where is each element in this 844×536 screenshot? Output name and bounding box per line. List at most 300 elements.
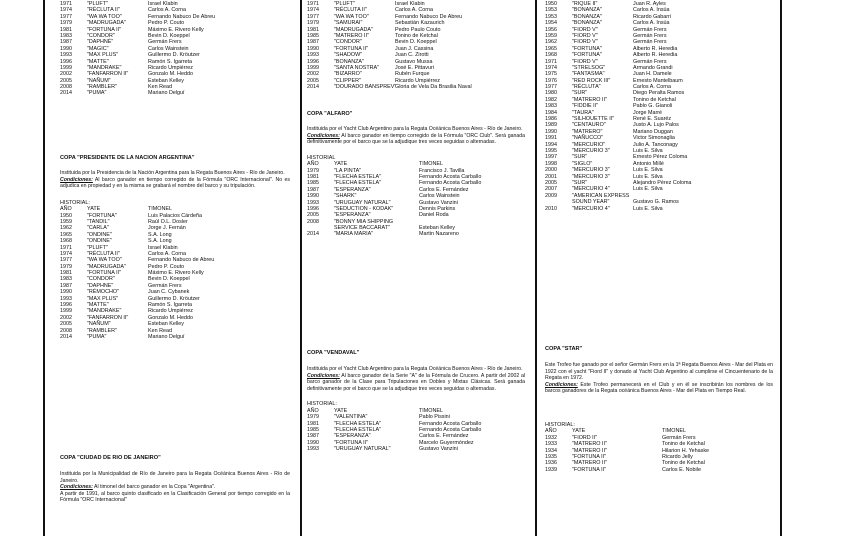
yacht-cell: "FORTUNA": [87, 212, 117, 219]
year-cell: 1999: [307, 64, 319, 71]
yacht-header: YATE: [572, 428, 586, 435]
helmsman-cell: Luis E. Silva: [633, 167, 663, 174]
yacht-cell: "FORTUNA II": [572, 466, 606, 473]
helmsman-cell: Fernando Acosta Carballo: [419, 173, 482, 180]
cup-intro: Instituida por la Municipalidad de Río de Janeiro para la Regata Océánica Buenos Aires - Río de Janeiro.: [60, 471, 290, 484]
yacht-cell: "URUGUAY NATURAL": [334, 199, 391, 206]
yacht-cell: "RED ROCK III": [572, 77, 611, 84]
yacht-cell: "WA WA TOO": [334, 13, 369, 20]
helmsman-cell: Juan R. Ayles: [633, 1, 666, 7]
cup-intro: Instituida por el Yacht Club Argentino para la Regata Océánica Buenos Aires - Río de Janeiro.: [307, 126, 523, 132]
yacht-cell: "FIORD V": [572, 32, 598, 39]
year-cell: 2000: [545, 167, 557, 174]
yacht-cell: "MATTE": [87, 58, 109, 65]
col3-top-list: [545, 1, 773, 212]
yacht-cell: "BONANZA": [572, 20, 602, 27]
helmsman-cell: Germán Frers: [662, 434, 696, 441]
year-cell: 1953: [545, 7, 557, 14]
year-cell: 1983: [60, 32, 72, 39]
helmsman-cell: Germán Frers: [633, 58, 667, 65]
helmsman-cell: Carlos Wainstein: [419, 193, 460, 200]
helmsman-cell: Luis E. Silva: [633, 186, 663, 193]
year-cell: 1956: [545, 26, 557, 33]
helmsman-cell: Alberto R. Heredia: [633, 45, 678, 52]
year-cell: 2005: [307, 77, 319, 84]
yacht-cell: SERVICE BACCARAT": [334, 225, 390, 232]
helmsman-cell: Germán Frers: [633, 26, 667, 33]
helmsman-cell: Sebastián Kazaurich: [395, 20, 445, 27]
helmsman-cell: Pedro P. Couto: [148, 20, 185, 27]
yacht-cell: "TANDIL": [87, 218, 110, 225]
year-cell: 1981: [60, 26, 72, 33]
yacht-cell: "MATRERO II": [572, 441, 607, 448]
yacht-cell: "BONANZA": [334, 58, 364, 65]
conditions-label: Condiciones:: [60, 484, 93, 491]
history-row: [307, 231, 525, 237]
helmsman-header: TIMONEL: [419, 161, 443, 168]
year-cell: 1974: [307, 7, 319, 14]
year-cell: 1990: [60, 45, 72, 52]
yacht-cell: "RAMBLER": [87, 327, 117, 334]
col2-cup1-history: [307, 168, 525, 238]
year-cell: 2005: [307, 212, 319, 219]
helmsman-cell: Ramón S. Igarreta: [148, 58, 193, 65]
yacht-cell: "WA WA TOO": [87, 257, 122, 264]
year-cell: 1987: [307, 433, 319, 440]
yacht-cell: "FIDDIE II": [572, 103, 598, 110]
helmsman-cell: Pedro Paulo Couto: [395, 26, 441, 33]
year-cell: 1987: [60, 282, 72, 289]
helmsman-cell: José E. Pittavuri: [395, 64, 434, 71]
helmsman-cell: Tonino de Ketchal: [633, 96, 676, 103]
helmsman-cell: Ramón S. Igarreta: [148, 302, 193, 309]
yacht-cell: "RÉCLUTA II": [87, 250, 120, 257]
col3-cup1-history: [545, 435, 773, 473]
year-cell: 1959: [545, 32, 557, 39]
year-cell: 1971: [60, 1, 72, 7]
year-cell: 1979: [307, 20, 319, 27]
col2-top-list: [307, 1, 525, 90]
yacht-cell: "FIORD V": [572, 58, 598, 65]
helmsman-cell: Germán Frers: [633, 39, 667, 46]
left-border: [43, 0, 45, 536]
helmsman-cell: Carlos E. Nobile: [662, 466, 701, 473]
yacht-cell: "FLECHA ESTELA": [334, 420, 381, 427]
helmsman-cell: S.A. Long: [148, 238, 172, 245]
right-border: [780, 0, 782, 536]
yacht-cell: "CONDOR": [334, 39, 362, 46]
year-header: AÑO: [60, 206, 72, 213]
helmsman-header: TIMONEL: [662, 428, 686, 435]
helmsman-cell: Germán Frers: [148, 39, 182, 46]
year-cell: 1976: [545, 77, 557, 84]
year-cell: 2008: [307, 218, 319, 225]
yacht-cell: "MATRERO II": [572, 96, 607, 103]
yacht-cell: "ESPERANZA": [334, 433, 371, 440]
helmsman-cell: Luis E. Silva: [633, 173, 663, 180]
yacht-cell: "SHADOW": [334, 52, 363, 59]
helmsman-cell: Tonino de Ketchal: [662, 441, 705, 448]
helmsman-cell: Pedro P. Couto: [148, 263, 185, 270]
history-row: [307, 84, 525, 90]
year-cell: 1993: [307, 199, 319, 206]
history-heading: HISTORIAL: [307, 154, 336, 161]
helmsman-cell: Francisco J. Tavilla: [419, 167, 465, 174]
col2-cup2-history: [307, 414, 525, 452]
column-3: [545, 0, 773, 536]
year-cell: 2014: [60, 334, 72, 340]
conditions-text: Al barco ganador de la Serie "A" de la Fórmula de Crucero. A partir del 2002 al barco ganador de la Clase para Tripulaciones en Dobles y Mixtas Clásicas. Será ganada definitivamente por el barco que se la adjudique tres veces seguidas o alternadas.: [307, 372, 525, 392]
yacht-cell: "FANFARRON II": [87, 71, 129, 78]
yacht-cell: "MADRUGADA": [334, 26, 373, 33]
year-cell: 1950: [60, 212, 72, 219]
year-cell: 1950: [545, 1, 557, 7]
conditions-label: Condiciones:: [307, 372, 340, 379]
helmsman-cell: Israel Klabin: [395, 1, 425, 7]
helmsman-cell: Luis Palacios Cárdeña: [148, 212, 202, 219]
helmsman-cell: Juan H. Damele: [633, 71, 672, 78]
yacht-cell: "MERCURIO 4": [572, 186, 610, 193]
year-cell: 1986: [545, 116, 557, 123]
yacht-cell: "FIORD V": [572, 26, 598, 33]
year-cell: 1977: [60, 257, 72, 264]
year-cell: 1990: [545, 128, 557, 135]
conditions-text: Este Trofeo permanecerá en el Club y en él se inscribirán los nombres de los barcos ganadores de la Regata océánica Buenos Aires - Mar del Plata en Tiempo Real.: [545, 381, 773, 395]
yacht-cell: "NAÑUM": [87, 77, 111, 84]
yacht-cell: "SAMURAI": [334, 20, 363, 27]
helmsman-cell: Martin Nazareno: [419, 231, 459, 238]
year-cell: 1971: [60, 244, 72, 251]
helmsman-cell: Alejandro Pérez Coloma: [633, 179, 692, 186]
cup-conditions: [545, 382, 773, 395]
helmsman-cell: Ernesto Pérez Coloma: [633, 154, 688, 161]
yacht-cell: "FANTASMA": [572, 71, 605, 78]
yacht-cell: "MATTE": [87, 302, 109, 309]
year-header: AÑO: [307, 161, 319, 168]
year-cell: 2008: [60, 327, 72, 334]
year-cell: 1990: [307, 45, 319, 52]
cup-conditions: [307, 133, 525, 146]
helmsman-cell: Bevin D. Koeppel: [148, 32, 190, 39]
year-cell: 1979: [307, 414, 319, 421]
helmsman-cell: Esteban Kelley: [148, 321, 184, 328]
helmsman-cell: Tonino de Ketchal: [395, 32, 438, 39]
helmsman-cell: Fernando Nabuco de Abreu: [148, 257, 215, 264]
helmsman-cell: Mariano Delguí: [148, 90, 185, 97]
cup-intro: Este Trofeo fue ganado por el señor Germán Frers en la 1ª Regata Buenos Aires - Mar del Plata en 1922 con el yacht "Fiord II" y donado al Yacht Club Argentino al cumplirse el Cincuentenario de la Regata en 1972.: [545, 362, 773, 382]
year-cell: 1985: [307, 426, 319, 433]
year-cell: 1981: [60, 270, 72, 277]
year-cell: 1993: [307, 446, 319, 453]
year-cell: 1996: [60, 302, 72, 309]
year-cell: 1991: [545, 135, 557, 142]
yacht-cell: "SUR": [572, 179, 588, 186]
helmsman-cell: Dennis Parkins: [419, 205, 456, 212]
cup-conditions: [60, 484, 290, 491]
yacht-cell: "ESPERANZA": [334, 186, 371, 193]
year-header: AÑO: [307, 407, 319, 414]
history-row: [545, 206, 773, 212]
helmsman-cell: S.A. Long: [148, 231, 172, 238]
helmsman-cell: Germán Frers: [633, 32, 667, 39]
column-2: [307, 0, 525, 536]
yacht-cell: "RÉCLUTA II": [334, 7, 367, 14]
helmsman-cell: Fernando Nabuco De Abreu: [148, 13, 216, 20]
yacht-cell: "URUGUAY NATURAL": [334, 446, 391, 453]
yacht-cell: "MATRERO II": [572, 460, 607, 467]
helmsman-cell: Raúl O.L. Dosler: [148, 218, 188, 225]
yacht-cell: "STRELSOG": [572, 64, 606, 71]
year-cell: 1939: [545, 466, 557, 473]
yacht-cell: "RAMBLER": [87, 84, 117, 91]
helmsman-cell: Justo A. Lujo Palos: [633, 122, 679, 129]
year-cell: 1994: [545, 141, 557, 148]
yacht-cell: "CONDOR": [87, 276, 115, 283]
yacht-cell: "FORTUNA": [572, 45, 602, 52]
helmsman-cell: Gonzalo M. Heddo: [148, 314, 193, 321]
column-1: [60, 0, 290, 536]
col1-cup1: [60, 155, 290, 340]
conditions-text: Al barco ganador en tiempo corregido de la Fórmula "ORC Internacional". No es adjudica en propiedad y en la misma se grabará el nombre del barco y su tripulación.: [60, 176, 290, 190]
yacht-header: YATE: [334, 161, 348, 168]
helmsman-cell: Gloria de Vela Da Brasilia Naval: [395, 84, 472, 91]
yacht-cell: "PLUFT": [334, 1, 355, 7]
year-cell: 1985: [307, 32, 319, 39]
year-cell: 1968: [60, 238, 72, 245]
year-cell: 1977: [307, 13, 319, 20]
yacht-cell: "FORTUNA II": [87, 26, 121, 33]
year-cell: 1983: [60, 276, 72, 283]
year-cell: 2002: [60, 314, 72, 321]
helmsman-cell: Antonio Millé: [633, 160, 664, 167]
helmsman-cell: Esteban Kelley: [148, 77, 184, 84]
year-cell: 1936: [545, 460, 557, 467]
col2-cup1: [307, 111, 525, 238]
helmsman-cell: Pablo G. Gianoli: [633, 103, 673, 110]
helmsman-cell: Israel Klabin: [148, 244, 178, 251]
yacht-cell: SOUND YEAR": [572, 199, 610, 206]
helmsman-cell: Tonino de Ketchal: [662, 460, 705, 467]
col1-top-list: [60, 1, 290, 97]
year-cell: 2007: [545, 186, 557, 193]
yacht-cell: "WA WA TOO": [87, 13, 122, 20]
yacht-cell: "BONANZA": [572, 7, 602, 14]
helmsman-cell: Gonzalo M. Heddo: [148, 71, 193, 78]
yacht-cell: "FLECHA ESTELA": [334, 180, 381, 187]
year-cell: 1975: [545, 71, 557, 78]
year-cell: 1962: [545, 39, 557, 46]
year-cell: 1934: [545, 447, 557, 454]
year-cell: 1999: [60, 308, 72, 315]
yacht-cell: "SUR": [572, 154, 588, 161]
helmsman-cell: Gustavo G. Ramos: [633, 199, 679, 206]
helmsman-cell: Ricardo Umpiérrez: [148, 64, 193, 71]
yacht-cell: "MANDRAKE": [87, 308, 122, 315]
year-cell: 1933: [545, 441, 557, 448]
yacht-cell: "NAÑUCCO": [572, 135, 604, 142]
year-cell: 1987: [307, 39, 319, 46]
col1-cup1-history: [60, 213, 290, 341]
helmsman-cell: Mariano Duggan: [633, 128, 673, 135]
helmsman-cell: Juan C. Zirotti: [395, 52, 429, 59]
helmsman-cell: Ricardo Jelly: [662, 453, 693, 460]
helmsman-header: TIMONEL: [419, 407, 443, 414]
helmsman-cell: Hilarion H. Yehaske: [662, 447, 710, 454]
year-cell: 1984: [545, 109, 557, 116]
yacht-cell: "MADRUGADA": [87, 20, 126, 27]
helmsman-cell: Jorge J. Fernán: [148, 225, 186, 232]
year-cell: 2005: [545, 179, 557, 186]
helmsman-cell: Carlos Wainstein: [148, 45, 189, 52]
helmsman-cell: Ricardo Gabarri: [633, 13, 672, 20]
yacht-cell: "NAÑUM": [87, 321, 111, 328]
history-row: [545, 467, 773, 473]
year-cell: 1968: [545, 52, 557, 59]
helmsman-cell: Bevin D. Koeppel: [148, 276, 190, 283]
helmsman-cell: Diego Peralta Ramos: [633, 90, 685, 97]
yacht-cell: "PLUFT": [87, 244, 108, 251]
year-cell: 1979: [307, 167, 319, 174]
helmsman-cell: Bevin D. Koeppel: [395, 39, 437, 46]
helmsman-cell: Germán Frers: [148, 282, 182, 289]
yacht-cell: "MATRERO II": [572, 447, 607, 454]
yacht-cell: "RIQUE II": [572, 1, 598, 7]
helmsman-cell: Victor Simonaglia: [633, 135, 675, 142]
yacht-cell: "SUR": [572, 90, 588, 97]
cup-conditions: [307, 373, 525, 393]
yacht-cell: "MATRERO II": [334, 32, 369, 39]
yacht-cell: "DAPHNE": [87, 282, 114, 289]
yacht-cell: "RÉCLUTA II": [87, 7, 120, 14]
conditions-label: Condiciones:: [307, 132, 340, 139]
year-cell: 1981: [307, 173, 319, 180]
yacht-cell: "MATRERO": [572, 128, 603, 135]
yacht-cell: "FIORD II": [572, 434, 598, 441]
year-cell: 1993: [307, 52, 319, 59]
helmsman-cell: Ken Read: [148, 327, 172, 334]
year-cell: 1935: [545, 453, 557, 460]
helmsman-cell: Jorge Marré: [633, 109, 663, 116]
year-cell: 2010: [545, 205, 557, 212]
helmsman-cell: Armando Grandi: [633, 64, 673, 71]
cup-title: COPA "VENDAVAL": [307, 350, 360, 356]
helmsman-cell: Ken Read: [148, 84, 172, 91]
yacht-cell: "MAX PLUS": [87, 295, 119, 302]
helmsman-cell: Ricardo Umpiérrez: [395, 77, 440, 84]
helmsman-cell: Carlos A. Corna: [148, 250, 187, 257]
year-cell: 1977: [545, 84, 557, 91]
helmsman-cell: Ernesto Mantelbaum: [633, 77, 683, 84]
helmsman-cell: Fernando Acosta Carballo: [419, 426, 482, 433]
helmsman-cell: Carlos E. Fernández: [419, 186, 469, 193]
helmsman-header: TIMONEL: [148, 206, 172, 213]
year-cell: 2014: [307, 231, 319, 238]
year-cell: 1990: [60, 289, 72, 296]
history-row: [60, 90, 290, 96]
conditions-text: Al timonel del barco ganador en la Copa "Argentina".: [94, 484, 216, 491]
helmsman-cell: Ricardo Umpiérrez: [148, 308, 193, 315]
year-cell: 2005: [60, 77, 72, 84]
yacht-cell: "FORTUNA II": [334, 439, 368, 446]
year-cell: 1974: [545, 64, 557, 71]
helmsman-cell: Gustavo Vanzini: [419, 446, 458, 453]
yacht-cell: "FLECHA ESTELA": [334, 173, 381, 180]
yacht-cell: "DAPHNÉ": [87, 39, 114, 46]
yacht-cell: "PLUFT": [87, 1, 108, 7]
cup-intro: Instituida por la Presidencia de la Nación Argentina para la Regata Buenos Aires - Río de Janeiro.: [60, 170, 285, 176]
yacht-cell: "CENTAURO": [572, 122, 606, 129]
yacht-cell: "BONANZA": [572, 13, 602, 20]
yacht-cell: "PUMA": [87, 334, 107, 340]
year-cell: 2002: [60, 71, 72, 78]
history-row: [60, 334, 290, 340]
yacht-cell: "MERCURIO 3": [572, 173, 610, 180]
year-cell: 1982: [545, 96, 557, 103]
helmsman-cell: Julio A. Tanconagy: [633, 141, 678, 148]
yacht-cell: "SIGLO": [572, 160, 593, 167]
helmsman-cell: Gustavo Vanzini: [419, 199, 458, 206]
yacht-cell: "SILHOUETTE II": [572, 116, 615, 123]
year-cell: 1993: [60, 295, 72, 302]
helmsman-cell: Gustavo Mussa: [395, 58, 433, 65]
column-divider-1: [300, 0, 302, 536]
helmsman-cell: Pablo Pissini: [419, 414, 450, 421]
helmsman-cell: Mariano Delguí: [148, 334, 185, 340]
helmsman-cell: Máximo E. Rivero Kelly: [148, 270, 204, 277]
helmsman-cell: Carlos A. Corna: [395, 7, 434, 14]
yacht-cell: "SANTA NOSTRA": [334, 64, 380, 71]
yacht-cell: "PUMA": [87, 90, 107, 97]
col3-cup1: [545, 346, 773, 473]
year-cell: 2014: [60, 90, 72, 97]
yacht-cell: "FORTUNA II": [572, 453, 606, 460]
year-cell: 1971: [307, 1, 319, 7]
helmsman-cell: Carlos A. Insúa: [633, 7, 670, 14]
yacht-cell: "MAX PLUS": [87, 52, 119, 59]
year-header: AÑO: [545, 428, 557, 435]
yacht-header: YATE: [334, 407, 348, 414]
helmsman-cell: Rubén Furque: [395, 71, 430, 78]
yacht-cell: "FORTUNA": [572, 52, 602, 59]
yacht-cell: "MERCURIO 3": [572, 147, 610, 154]
conditions-label: Condiciones:: [60, 176, 93, 183]
year-cell: 1987: [307, 186, 319, 193]
year-cell: 1990: [307, 439, 319, 446]
helmsman-cell: Luis E. Silva: [633, 205, 663, 212]
yacht-cell: "SHARK": [334, 193, 357, 200]
helmsman-cell: Fernando Acosta Carballo: [419, 420, 482, 427]
year-cell: 1998: [545, 160, 557, 167]
helmsman-cell: Carlos A. Corna: [633, 84, 672, 91]
yacht-cell: "FORTUNA II": [334, 45, 368, 52]
yacht-cell: "VALENTINA": [334, 414, 368, 421]
yacht-cell: "BONNY MIA SHIPPING: [334, 218, 394, 225]
yacht-cell: "ONDINE": [87, 238, 112, 245]
history-heading: HISTORIAL:: [307, 401, 337, 408]
yacht-cell: "FIORD V": [572, 39, 598, 46]
year-cell: 2005: [60, 321, 72, 328]
year-cell: 1954: [545, 20, 557, 27]
helmsman-cell: Israel Klabin: [148, 1, 178, 7]
yacht-cell: "CARLA": [87, 225, 109, 232]
yacht-cell: "MAGIC": [87, 45, 109, 52]
yacht-cell: "AMERICAN EXPRESS: [572, 192, 630, 199]
year-cell: 1989: [545, 122, 557, 129]
cup-intro: Instituida por el Yacht Club Argentino para la Regata Océánica Buenos Aires - Río de Janeiro.: [307, 366, 523, 372]
yacht-cell: "MERCURIO 3": [572, 167, 610, 174]
cup-title: COPA "ALFARO": [307, 111, 353, 117]
yacht-cell: "ESPERANZA": [334, 212, 371, 219]
